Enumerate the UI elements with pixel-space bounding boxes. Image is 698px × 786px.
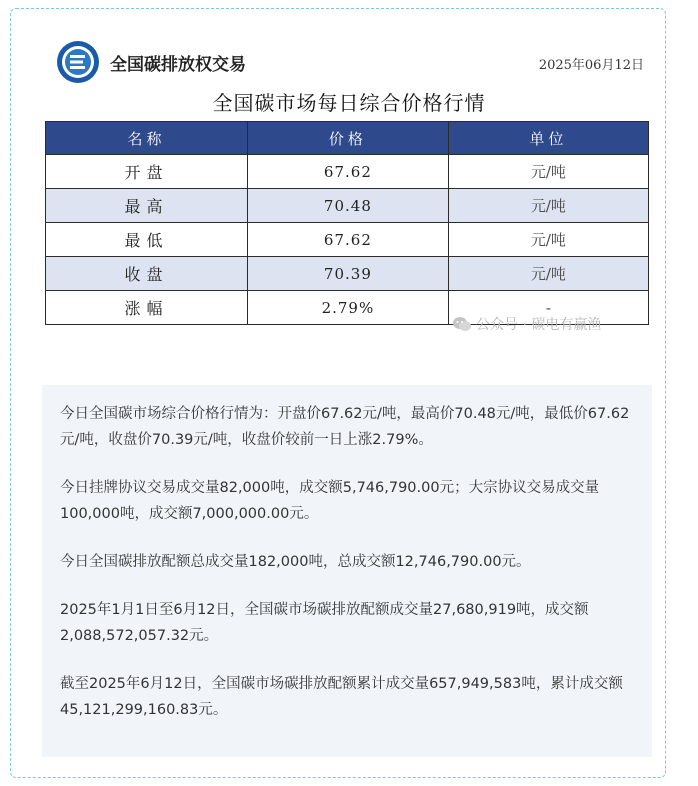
row-name: 开盘 bbox=[46, 155, 248, 189]
column-header-name: 名称 bbox=[46, 122, 248, 155]
table-row bbox=[46, 257, 649, 291]
row-unit: 元/吨 bbox=[448, 257, 648, 291]
row-name: 收盘 bbox=[46, 257, 248, 291]
wechat-icon bbox=[452, 316, 472, 332]
summary-panel bbox=[42, 385, 652, 757]
exchange-logo-icon bbox=[56, 40, 100, 84]
row-unit: 元/吨 bbox=[448, 189, 648, 223]
table-header-row bbox=[46, 122, 649, 155]
summary-paragraph: 2025年1月1日至6月12日，全国碳市场碳排放配额成交量27,680,919吨，成交额2,088,572,057.32元。 bbox=[60, 602, 589, 644]
header bbox=[48, 36, 648, 84]
row-name: 最低 bbox=[46, 223, 248, 257]
watermark bbox=[452, 314, 601, 334]
row-name: 最高 bbox=[46, 189, 248, 223]
row-price: 67.62 bbox=[248, 155, 449, 189]
row-price: 70.39 bbox=[248, 257, 449, 291]
table-row bbox=[46, 223, 649, 257]
row-unit: 元/吨 bbox=[448, 223, 648, 257]
summary-paragraph: 今日全国碳市场综合价格行情为：开盘价67.62元/吨，最高价70.48元/吨，最低价67.62元/吨，收盘价70.39元/吨，收盘价较前一日上涨2.79%。 bbox=[60, 406, 630, 448]
price-table bbox=[45, 121, 649, 325]
row-unit: - bbox=[448, 291, 648, 325]
table-row bbox=[46, 155, 649, 189]
summary-paragraph: 今日挂牌协议交易成交量82,000吨，成交额5,746,790.00元；大宗协议交易成交量100,000吨，成交额7,000,000.00元。 bbox=[60, 480, 600, 522]
row-price: 70.48 bbox=[248, 189, 449, 223]
row-price: 67.62 bbox=[248, 223, 449, 257]
summary-paragraph: 截至2025年6月12日，全国碳市场碳排放配额累计成交量657,949,583吨，累计成交额45,121,299,160.83元。 bbox=[60, 676, 623, 718]
table-title: 全国碳市场每日综合价格行情 bbox=[212, 91, 486, 115]
row-unit: 元/吨 bbox=[448, 155, 648, 189]
row-name: 涨幅 bbox=[46, 291, 248, 325]
column-header-unit: 单位 bbox=[448, 122, 648, 155]
row-price: 2.79% bbox=[248, 291, 449, 325]
report-date: 2025年06月12日 bbox=[538, 58, 644, 73]
watermark-text: 公众号 · 碳电有赢渔 bbox=[476, 317, 602, 333]
column-header-price: 价格 bbox=[248, 122, 449, 155]
table-row bbox=[46, 189, 649, 223]
org-name: 全国碳排放权交易 bbox=[110, 55, 246, 75]
summary-paragraph: 今日全国碳排放配额总成交量182,000吨，总成交额12,746,790.00元。 bbox=[60, 554, 531, 570]
